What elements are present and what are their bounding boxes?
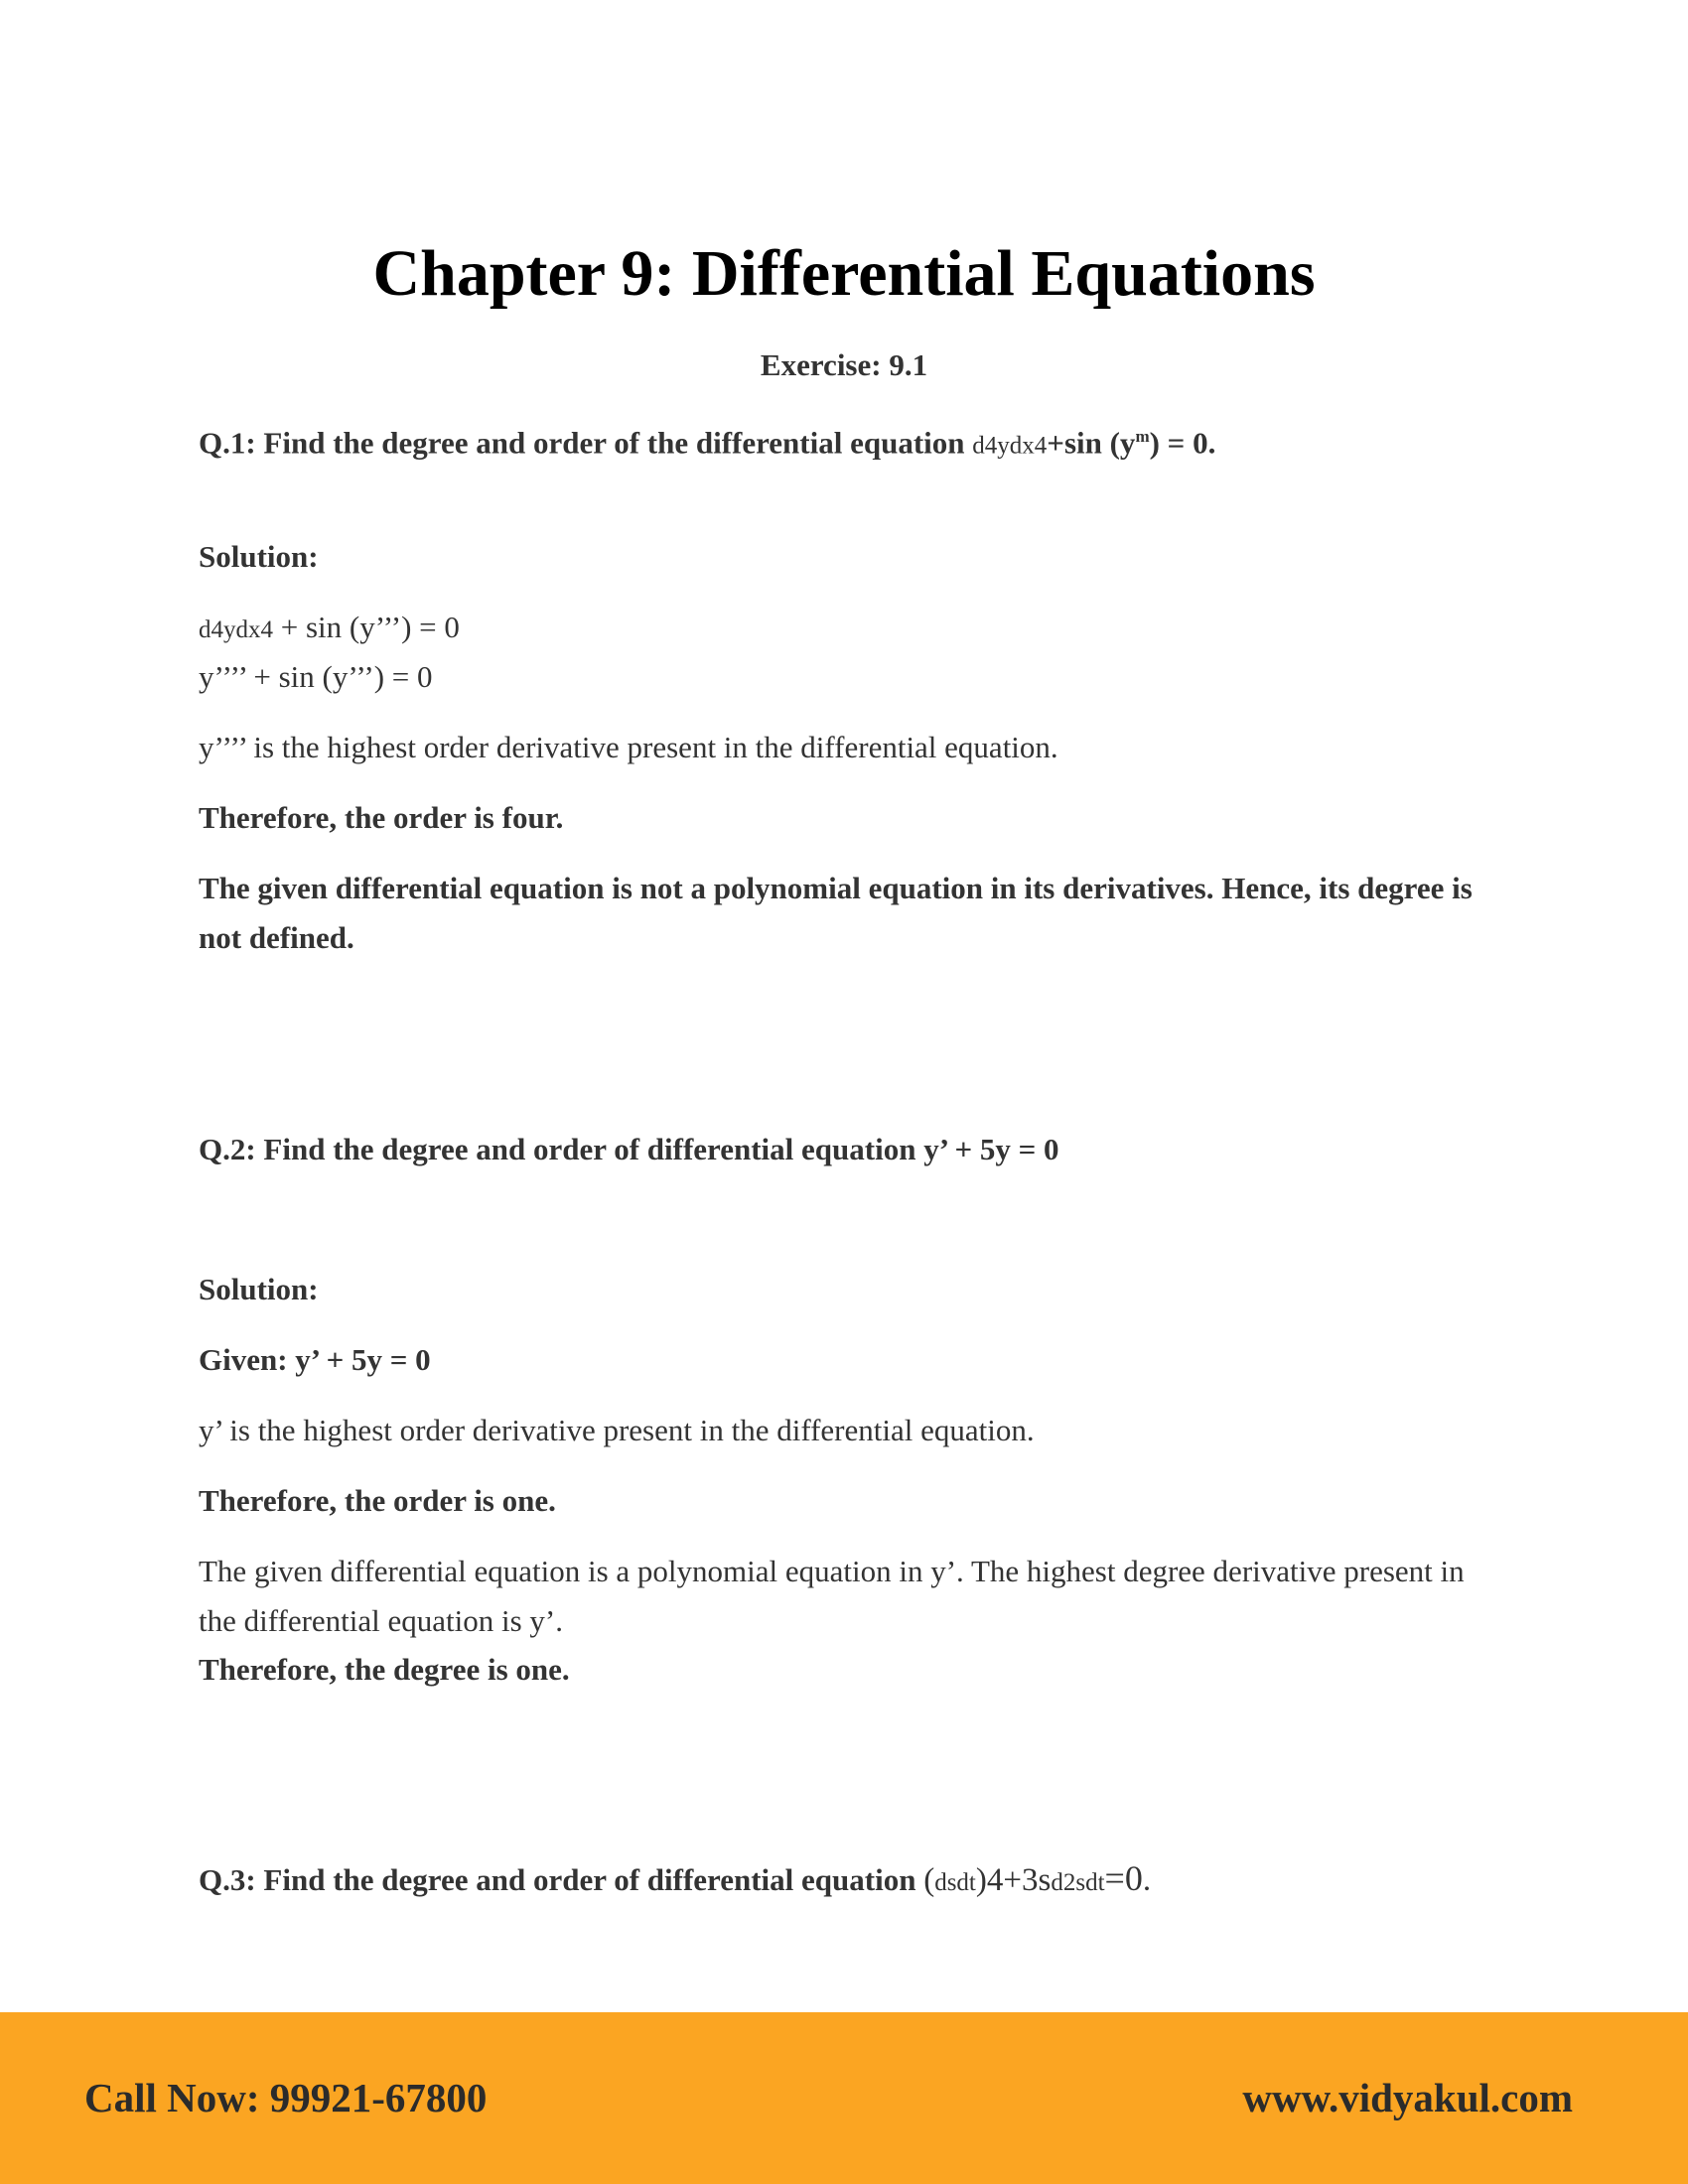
q3-math-paren-open: ( — [923, 1862, 935, 1898]
q1-question-sup: m — [1135, 427, 1150, 446]
q1-degree-conclusion: The given differential equation is not a polynomial equation in its derivatives. Hence, its degree is not defined. — [199, 871, 1473, 955]
q3-math-equals: =0 — [1104, 1858, 1143, 1898]
q3-math-dsdt: dsdt — [934, 1869, 976, 1896]
q1-question-math: d4ydx4 — [972, 432, 1048, 460]
q2-given: Given: y’ + 5y = 0 — [199, 1342, 431, 1377]
q2-question: Q.2: Find the degree and order of differential equation y’ + 5y = 0 — [199, 1132, 1059, 1166]
q2-solution-label: Solution: — [199, 1272, 319, 1306]
footer-website: www.vidyakul.com — [1242, 2075, 1573, 2120]
chapter-title: Chapter 9: Differential Equations — [372, 237, 1316, 310]
q3-math-s: s — [1038, 1862, 1052, 1898]
q3-question — [199, 1856, 1151, 1905]
q2-polynomial-statement: The given differential equation is a polynomial equation in y’. The highest degree derivative present in the differential equation is y’. — [199, 1554, 1465, 1638]
q1-question-prefix: Q.1: Find the degree and order of the differential equation — [199, 425, 973, 461]
q3-math-power: )4+3 — [975, 1862, 1039, 1898]
q1-order-conclusion: Therefore, the order is four. — [199, 800, 564, 835]
q1-equation-2: y’’’’ + sin (y’’’) = 0 — [199, 659, 433, 694]
q1-question — [199, 415, 1215, 468]
q1-eq1-math: d4ydx4 — [199, 616, 273, 643]
q3-math-period: . — [1142, 1862, 1152, 1898]
q3-math-d2sdt: d2sdt — [1051, 1869, 1105, 1896]
footer-bar — [0, 2012, 1688, 2184]
q1-solution-label: Solution: — [199, 539, 319, 574]
q2-statement: y’ is the highest order derivative present in the differential equation. — [199, 1413, 1035, 1447]
q2-degree-conclusion: Therefore, the degree is one. — [199, 1652, 570, 1687]
q3-question-prefix: Q.3: Find the degree and order of differential equation — [199, 1862, 924, 1897]
q1-equation-1 — [199, 606, 460, 652]
exercise-label: Exercise: 9.1 — [760, 347, 928, 382]
q1-question-end: ) = 0. — [1149, 425, 1216, 461]
q1-statement: y’’’’ is the highest order derivative present in the differential equation. — [199, 730, 1058, 764]
q1-eq1-rest: + sin (y’’’) = 0 — [273, 610, 460, 644]
q2-order-conclusion: Therefore, the order is one. — [199, 1483, 556, 1518]
q1-question-mid: +sin (y — [1047, 425, 1136, 461]
footer-phone: Call Now: 99921-67800 — [84, 2075, 488, 2120]
